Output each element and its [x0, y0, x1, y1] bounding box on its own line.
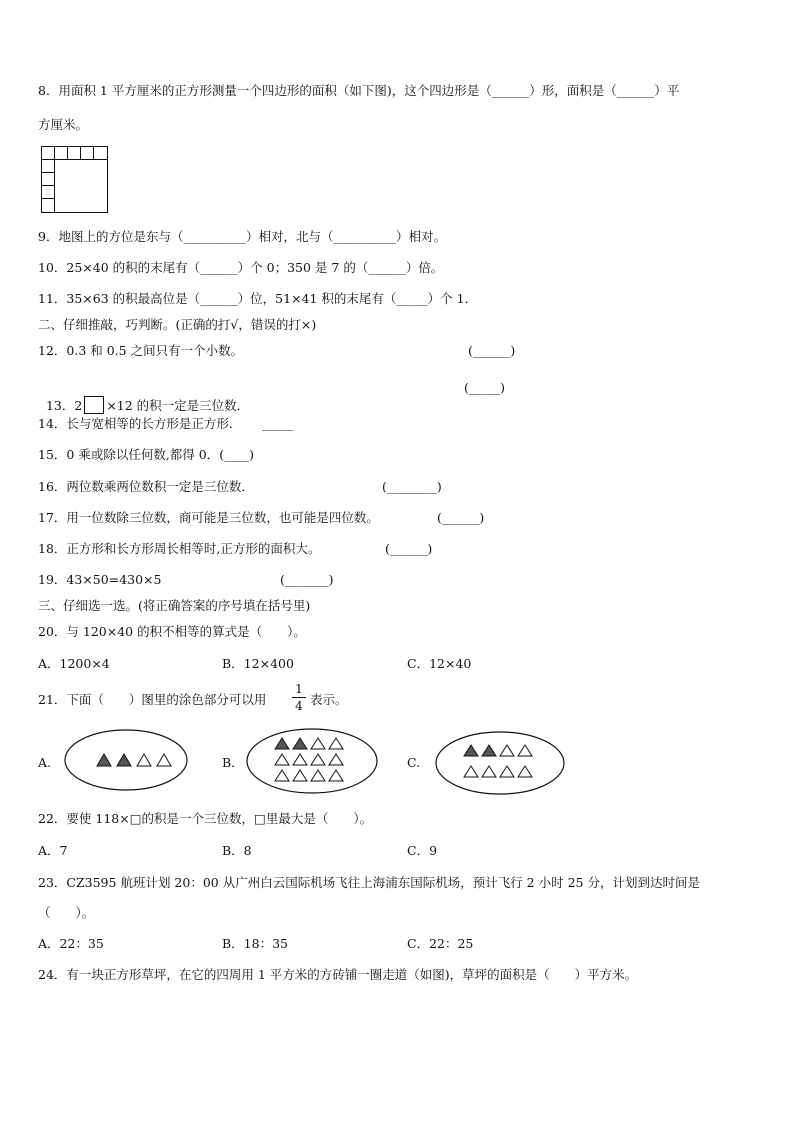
question-22: 22．要使 118×□的积是一个三位数，□里最大是（ ）。 [38, 811, 373, 826]
option-22-c: C．9 [407, 843, 438, 858]
option-20-c: C．12×40 [407, 656, 472, 671]
fraction-one-quarter [292, 682, 306, 713]
question-8-line2: 方厘米。 [38, 117, 89, 132]
question-14: 14．长与宽相等的长方形是正方形． [38, 416, 242, 431]
question-13-pre: 13．2 [45, 398, 83, 413]
question-15: 15．0 乘或除以任何数,都得 0．(____) [38, 447, 254, 462]
answer-13: (_____) [464, 380, 506, 395]
option-22-a: A．7 [38, 843, 68, 858]
question-13 [38, 380, 249, 414]
answer-14: _____ [262, 416, 294, 431]
option-23-a: A．22：35 [38, 936, 104, 951]
option-23-c: C．22：25 [407, 936, 474, 951]
figure-c-oval [434, 730, 566, 796]
grid-figure [41, 146, 109, 214]
answer-16: (________) [382, 479, 442, 494]
option-21-c: C. [407, 755, 421, 770]
question-17: 17．用一位数除三位数，商可能是三位数，也可能是四位数。 [38, 510, 379, 525]
question-20: 20．与 120×40 的积不相等的算式是（ ）。 [38, 624, 306, 639]
option-22-b: B．8 [222, 843, 252, 858]
question-21-post: 表示。 [310, 692, 348, 707]
question-23-line2: （ ）。 [38, 905, 95, 920]
question-16: 16．两位数乘两位数积一定是三位数． [38, 479, 254, 494]
option-21-a: A. [38, 755, 52, 770]
option-21-b: B． [222, 755, 244, 770]
fraction-denominator: 4 [295, 699, 303, 713]
question-10: 10．25×40 的积的末尾有（______）个 0；350 是 7 的（______）倍。 [38, 260, 444, 275]
figure-b-oval [245, 727, 379, 795]
answer-17: (______) [437, 510, 485, 525]
answer-18: (______) [385, 541, 433, 556]
figure-a-oval [63, 728, 189, 792]
question-19: 19．43×50=430×5 [38, 572, 162, 587]
answer-12: (______) [468, 343, 516, 358]
blank-box [84, 396, 104, 414]
option-20-b: B．12×400 [222, 656, 294, 671]
question-11: 11．35×63 的积最高位是（______）位，51×41 积的末尾有（_____）个 1． [38, 291, 478, 306]
question-18: 18．正方形和长方形周长相等时,正方形的面积大。 [38, 541, 321, 556]
question-9: 9．地图上的方位是东与（__________）相对，北与（__________）相对。 [38, 229, 446, 244]
question-8-line1: 8．用面积 1 平方厘米的正方形测量一个四边形的面积（如下图)，这个四边形是（______）形，面积是（______）平 [38, 83, 680, 98]
answer-19: (_______) [280, 572, 334, 587]
question-12: 12．0.3 和 0.5 之间只有一个小数。 [38, 343, 244, 358]
question-23-line1: 23．CZ3595 航班计划 20：00 从广州白云国际机场飞往上海浦东国际机场，预计飞行 2 小时 25 分，计划到达时间是 [38, 875, 700, 890]
question-24: 24．有一块正方形草坪，在它的四周用 1 平方米的方砖铺一圈走道（如图)，草坪的面积是（ ）平方米。 [38, 967, 638, 982]
fraction-numerator: 1 [295, 682, 303, 696]
question-21-pre: 21．下面（ ）图里的涂色部分可以用 [38, 692, 267, 707]
section-3-heading: 三、仔细选一选。(将正确答案的序号填在括号里) [38, 598, 311, 613]
option-23-b: B．18：35 [222, 936, 288, 951]
option-20-a: A．1200×4 [38, 656, 110, 671]
section-2-heading: 二、仔细推敲，巧判断。(正确的打√，错误的打×) [38, 317, 317, 332]
question-13-post: ×12 的积一定是三位数． [106, 398, 250, 413]
